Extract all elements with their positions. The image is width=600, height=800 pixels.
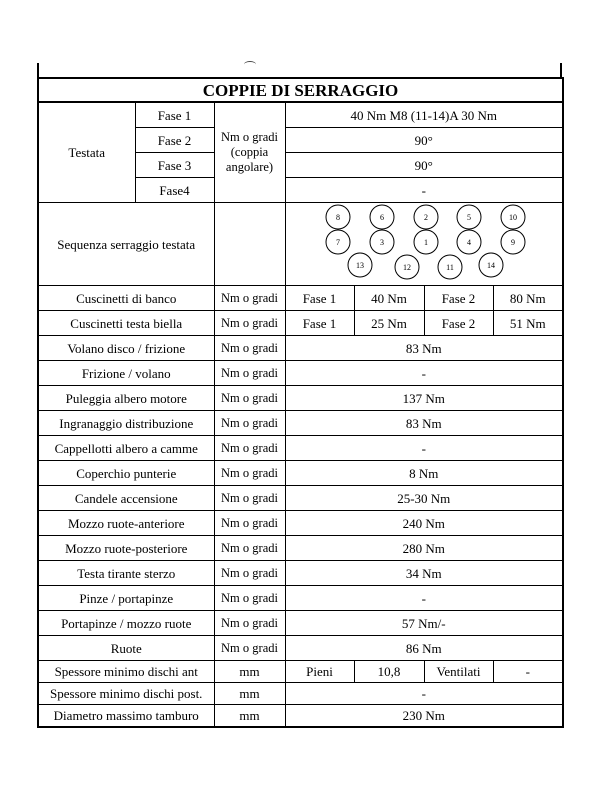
row-unit: Nm o gradi	[214, 436, 285, 461]
scan-mark	[244, 61, 256, 68]
fase-2-label: Fase 2	[424, 311, 493, 336]
row-label: Frizione / volano	[38, 361, 214, 386]
table-row	[38, 461, 563, 486]
table-row	[38, 286, 563, 311]
pieni-value: 10,8	[354, 661, 424, 683]
row-value: 137 Nm	[285, 386, 563, 411]
row-unit: Nm o gradi	[214, 636, 285, 661]
row-value: 34 Nm	[285, 561, 563, 586]
bolt-number: 11	[445, 263, 454, 272]
table-row	[38, 336, 563, 361]
testata-fase-2: Fase 2	[135, 128, 214, 153]
table-row	[38, 561, 563, 586]
bolt-4	[457, 230, 481, 254]
row-label: Candele accensione	[38, 486, 214, 511]
row-value: -	[285, 683, 563, 705]
testata-value-2: 90°	[285, 128, 563, 153]
row-value: 240 Nm	[285, 511, 563, 536]
row-label: Testa tirante sterzo	[38, 561, 214, 586]
row-value: 230 Nm	[285, 705, 563, 728]
row-unit: Nm o gradi	[214, 336, 285, 361]
table-row	[38, 661, 563, 683]
bolt-number: 7	[335, 238, 340, 247]
row-value: 57 Nm/-	[285, 611, 563, 636]
bolt-5	[457, 205, 481, 229]
bolt-sequence-diagram	[285, 203, 563, 286]
row-value: 8 Nm	[285, 461, 563, 486]
row-unit: Nm o gradi	[214, 386, 285, 411]
bolt-number: 5	[466, 213, 471, 222]
bolt-10	[501, 205, 525, 229]
bolt-number: 1	[423, 238, 428, 247]
row-unit: Nm o gradi	[214, 511, 285, 536]
left-border-stub	[37, 63, 39, 77]
bolt-3	[370, 230, 394, 254]
row-value: 83 Nm	[285, 336, 563, 361]
table-row	[38, 683, 563, 705]
row-value: 280 Nm	[285, 536, 563, 561]
pieni-label: Pieni	[285, 661, 354, 683]
testata-value-4: -	[285, 178, 563, 203]
testata-unit: Nm o gradi (coppia angolare)	[214, 102, 285, 203]
testata-value-3: 90°	[285, 153, 563, 178]
row-label: Spessore minimo dischi ant	[38, 661, 214, 683]
row-label: Cuscinetti di banco	[38, 286, 214, 311]
testata-label: Testata	[38, 102, 135, 203]
bolt-number: 12	[402, 263, 411, 272]
row-value: 86 Nm	[285, 636, 563, 661]
row-label: Volano disco / frizione	[38, 336, 214, 361]
row-value: -	[285, 436, 563, 461]
fase-1-label: Fase 1	[285, 286, 354, 311]
ventilati-value: -	[493, 661, 563, 683]
row-unit: Nm o gradi	[214, 361, 285, 386]
row-label: Cappellotti albero a camme	[38, 436, 214, 461]
bolt-7	[326, 230, 350, 254]
table-row	[38, 586, 563, 611]
bolt-number: 3	[379, 238, 384, 247]
bolt-11	[438, 255, 462, 279]
row-value: -	[285, 361, 563, 386]
row-unit: Nm o gradi	[214, 461, 285, 486]
row-label: Cuscinetti testa biella	[38, 311, 214, 336]
fase-1-value: 40 Nm	[354, 286, 424, 311]
row-label: Mozzo ruote-posteriore	[38, 536, 214, 561]
fase-2-label: Fase 2	[424, 286, 493, 311]
testata-value-1: 40 Nm M8 (11-14)A 30 Nm	[285, 102, 563, 128]
table-row	[38, 311, 563, 336]
table-title: COPPIE DI SERRAGGIO	[38, 78, 563, 102]
row-value: 83 Nm	[285, 411, 563, 436]
table-row	[38, 411, 563, 436]
row-label: Spessore minimo dischi post.	[38, 683, 214, 705]
bolt-6	[370, 205, 394, 229]
row-label: Mozzo ruote-anteriore	[38, 511, 214, 536]
row-label: Coperchio punterie	[38, 461, 214, 486]
row-unit: Nm o gradi	[214, 311, 285, 336]
bolt-number: 10	[508, 213, 517, 222]
bolt-number: 6	[379, 213, 384, 222]
row-label: Pinze / portapinze	[38, 586, 214, 611]
bolt-number: 8	[335, 213, 340, 222]
fase-1-value: 25 Nm	[354, 311, 424, 336]
row-unit: Nm o gradi	[214, 611, 285, 636]
fase-1-label: Fase 1	[285, 311, 354, 336]
row-label: Ingranaggio distribuzione	[38, 411, 214, 436]
row-label: Portapinze / mozzo ruote	[38, 611, 214, 636]
row-label: Ruote	[38, 636, 214, 661]
table-row	[38, 361, 563, 386]
table-row	[38, 486, 563, 511]
bolt-number: 2	[423, 213, 428, 222]
table-row	[38, 386, 563, 411]
testata-fase-3: Fase 3	[135, 153, 214, 178]
row-unit: Nm o gradi	[214, 586, 285, 611]
row-unit: mm	[214, 705, 285, 728]
sequence-unit-empty	[214, 203, 285, 286]
right-border-stub	[560, 63, 562, 77]
bolt-number: 9	[510, 238, 515, 247]
sequence-label: Sequenza serraggio testata	[38, 203, 214, 286]
bolt-14	[479, 253, 503, 277]
table-row	[38, 636, 563, 661]
testata-fase-4: Fase4	[135, 178, 214, 203]
fase-2-value: 51 Nm	[493, 311, 563, 336]
row-unit: Nm o gradi	[214, 486, 285, 511]
fase-2-value: 80 Nm	[493, 286, 563, 311]
bolt-number: 14	[486, 261, 495, 270]
bolt-8	[326, 205, 350, 229]
ventilati-label: Ventilati	[424, 661, 493, 683]
bolt-1	[414, 230, 438, 254]
row-value: -	[285, 586, 563, 611]
bolt-number: 4	[466, 238, 471, 247]
testata-fase-1: Fase 1	[135, 102, 214, 128]
row-unit: Nm o gradi	[214, 536, 285, 561]
table-row	[38, 511, 563, 536]
row-label: Puleggia albero motore	[38, 386, 214, 411]
bolt-12	[395, 255, 419, 279]
row-unit: mm	[214, 683, 285, 705]
table-row	[38, 536, 563, 561]
bolt-number: 13	[355, 261, 364, 270]
torque-table	[37, 77, 564, 728]
table-row	[38, 611, 563, 636]
bolt-sequence-svg	[286, 203, 562, 285]
row-unit: mm	[214, 661, 285, 683]
table-row	[38, 705, 563, 728]
row-label: Diametro massimo tamburo	[38, 705, 214, 728]
row-unit: Nm o gradi	[214, 411, 285, 436]
row-unit: Nm o gradi	[214, 286, 285, 311]
bolt-2	[414, 205, 438, 229]
table-row	[38, 436, 563, 461]
row-unit: Nm o gradi	[214, 561, 285, 586]
bolt-9	[501, 230, 525, 254]
row-value: 25-30 Nm	[285, 486, 563, 511]
bolt-13	[348, 253, 372, 277]
